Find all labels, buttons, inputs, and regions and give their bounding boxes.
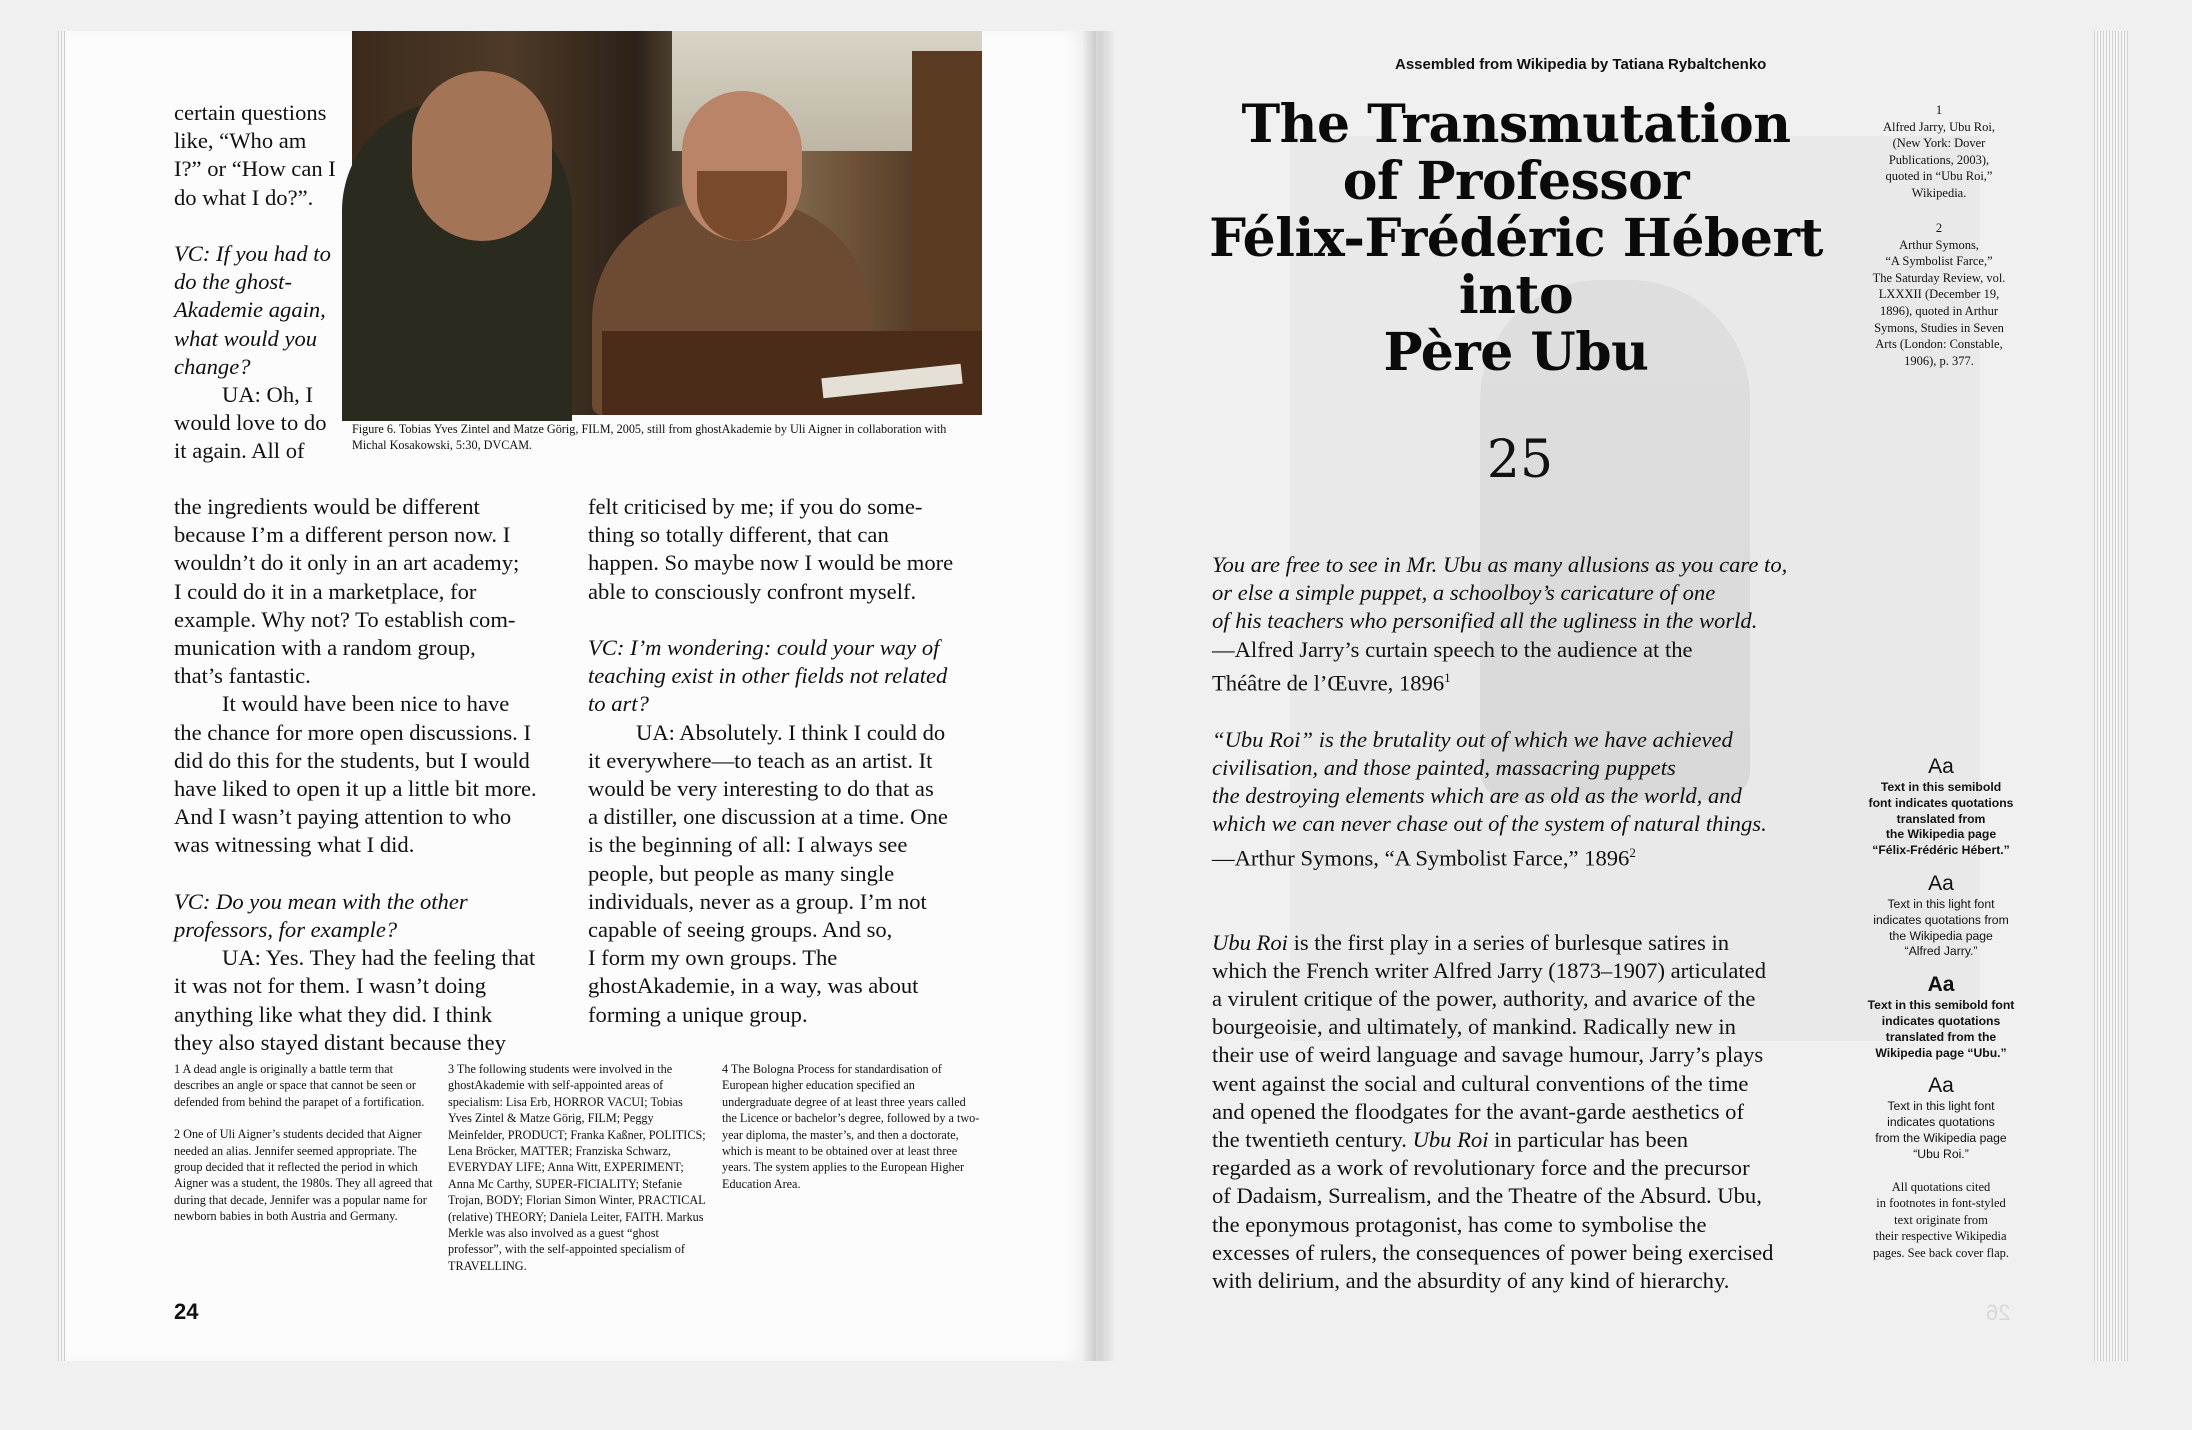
page-number-left: 24: [174, 1299, 199, 1324]
book-gutter: [1082, 31, 1114, 1361]
legend-item-3: Aa Text in this semibold font indicates quotations translated from the Wikipedia page “Ubu.”: [1867, 973, 2015, 1060]
col1-top-narrow: certain questions like, “Who am I?” or “How can I do what I do?”. VC: If you had to do the ghost- Akademie again, what would you change? UA: Oh, I would love to do it again. All of: [174, 100, 336, 464]
figure-caption: Figure 6. Tobias Yves Zintel and Matze Görig, FILM, 2005, still from ghostAkademie by Uli Aigner in collaboration with Michal Kosakowski, 5:30, DVCAM.: [352, 422, 947, 453]
page-edge-right: [2094, 31, 2128, 1361]
legend-item-4: Aa Text in this light font indicates quotations from the Wikipedia page “Ubu Roi.”: [1875, 1074, 2007, 1161]
footnote-1-2: 1 A dead angle is originally a battle term that describes an angle or space that cannot be seen or defended from behind the parapet of a fortification. 2 One of Uli Aigner’s students decided that Aigner needed an alias. Jennifer seemed appropriate. The group decided that it reflected the period in which Aigner was a student, the 1980s. They all agreed that during that decade, Jennifer was a popular name for newborn babies in both Austria and Germany.: [174, 1062, 433, 1224]
col1-body: the ingredients would be different because I’m a different person now. I wouldn’t do it only in an art academy; I could do it in a marketplace, for example. Why not? To establish com- munication with a random group, that’s fantastic. It would have been nice to have the chance for more open discussions. I did do this for the students, but I would have liked to open it up a little bit more. And I wasn’t paying attention to who was witnessing what I did. VC: Do you mean with the other professors, for example? UA: Yes. They had the feeling that it was not for them. I wasn’t doing anything like what they did. I think they also stayed distant because they: [174, 494, 537, 1055]
sidenote-1: 1 Alfred Jarry, Ubu Roi, (New York: Dover Publications, 2003), quoted in “Ubu Roi,” Wikipedia.: [1882, 103, 1995, 200]
left-page: [66, 31, 1096, 1361]
font-legend: [1856, 754, 2026, 1262]
running-head: Assembled from Wikipedia by Tatiana Rybaltchenko: [1395, 56, 1767, 73]
right-body: You are free to see in Mr. Ubu as many allusions as you care to, or else a simple puppet, a schoolboy’s caricature of one of his teachers who personified all the ugliness in the world. —Alfred Jarry’s curtain speech to the audience at the Théâtre de l’Œuvre, 1896$^1$ “Ubu Roi” is the brutality out of which we have achieved civilisation, and those painted, massacring puppets the destroying elements which are as old as the world, and which we can never chase out of the system of natural things. —Arthur Symons, “A Symbolist Farce,” 1896$^2$ Ubu Roi is the first play in a series of burlesque satires in which the French writer Alfred Jarry (1873–1907) articulated a virulent critique of the power, authority, and avarice of the bourgeoisie, and ultimately, of mankind. Radically new in their use of weird language and savage humour, Jarry’s plays went against the social and cultural conventions of the time and opened the floodgates for the avant-garde aesthetics of the twentieth century. Ubu Roi in particular has been regarded as a work of revolutionary force and the precursor of Dadaism, Surrealism, and the Theatre of the Absurd. Ubu, the eponymous protagonist, has come to symbolise the excesses of rulers, the consequences of power being exercised with delirium, and the absurdity of any kind of hierarchy.: [1212, 552, 1788, 1294]
footnote-3: 3 The following students were involved in the ghostAkademie with self-appointed areas of specialism: Lisa Erb, HORROR VACUI; Tobias Yves Zintel & Matze Görig, FILM; Peggy Meinfelder, PRODUCT; Franka Kaßner, POLITICS; Lena Bröcker, MATTER; Franziska Schwarz, EVERYDAY LIFE; Anna Witt, EXPERIMENT; Anna Mc Carthy, SUPER-FICIALITY; Stefanie Trojan, BODY; Florian Simon Winter, PRACTICAL (relative) THEORY; Daniela Leiter, FAITH. Markus Merkle was also involved as a guest “ghost professor”, with the self-appointed specialism of TRAVELLING.: [448, 1062, 706, 1273]
sidenote-2: 2 Arthur Symons, “A Symbolist Farce,” The Saturday Review, vol. LXXXII (December 19, 1896), quoted in Arthur Symons, Studies in Seven Arts (London: Constable, 1906), p. 377.: [1872, 221, 2006, 368]
show-through-page-number: 26: [1986, 1300, 2011, 1325]
footnote-4: 4 The Bologna Process for standardisation of European higher education specified an undergraduate degree of at least three years called the Licence or bachelor’s degree, followed by a two-year diploma, the master’s, and then a doctorate, which is meant to be obtained over at least three years. The system applies to the European Higher Education Area.: [722, 1062, 980, 1191]
figure-6-photo: [352, 31, 982, 415]
legend-item-2: Aa Text in this light font indicates quotations from the Wikipedia page “Alfred Jarry.”: [1873, 871, 2009, 959]
col2-body: felt criticised by me; if you do some- thing so totally different, that can happen. So maybe now I would be more able to consciously confront myself. VC: I’m wondering: could your way of teaching exist in other fields not related to art? UA: Absolutely. I think I could do it everywhere—to teach as an artist. It would be very interesting to do that as a distiller, one discussion at a time. One is the beginning of all: I always see people, but people as many single individuals, never as a group. I’m not capable of seeing groups. And so, I form my own groups. The ghostAkademie, in a way, was about forming a unique group.: [588, 494, 954, 1027]
legend-item-1: Aa Text in this semibold font indicates quotations translated from the Wikipedia page “Félix-Frédéric Hébert.”: [1868, 755, 2014, 858]
chapter-title: The Transmutation of Professor Félix-Frédéric Hébert into Père Ubu: [1209, 94, 1823, 383]
legend-note: All quotations cited in footnotes in font-styled text originate from their respective Wikipedia pages. See back cover flap.: [1872, 1179, 2010, 1260]
chapter-number: 25: [1486, 430, 1554, 490]
